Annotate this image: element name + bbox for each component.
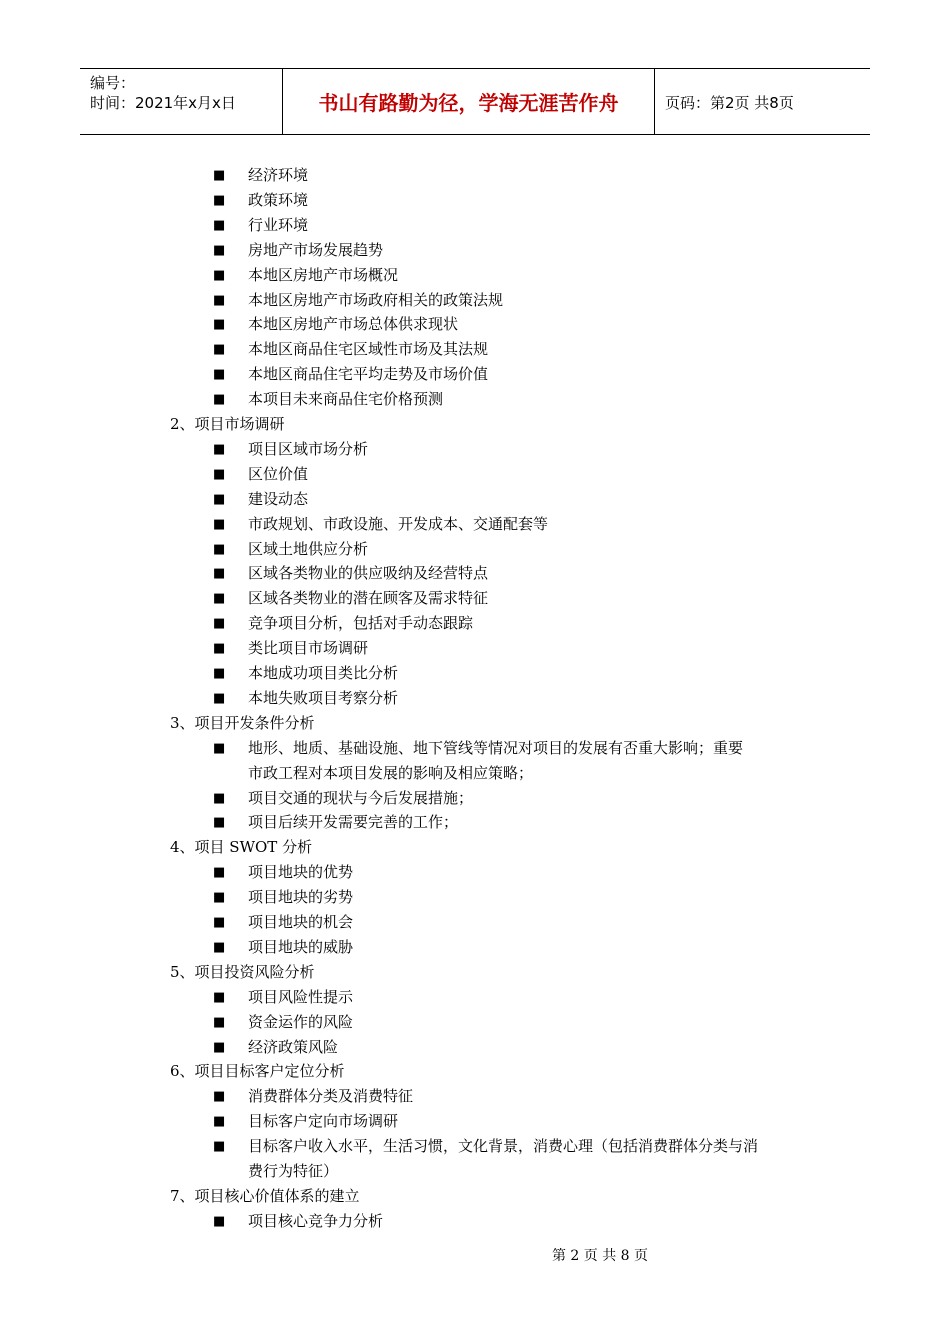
list-item: 建设动态 xyxy=(248,490,309,508)
list-item: 目标客户收入水平，生活习惯，文化背景，消费心理（包括消费群体分类与消 xyxy=(248,1137,759,1155)
list-item: 区域各类物业的潜在顾客及需求特征 xyxy=(248,589,489,607)
page-header xyxy=(80,68,870,135)
list-item: 本地区房地产市场政府相关的政策法规 xyxy=(248,291,504,309)
bullet-icon: ■ xyxy=(213,542,226,557)
section-heading: 4、项目 SWOT 分析 xyxy=(170,838,313,856)
list-item: 项目地块的优势 xyxy=(248,863,354,881)
section-heading: 5、项目投资风险分析 xyxy=(170,963,315,981)
bullet-icon: ■ xyxy=(213,1089,226,1104)
bullet-icon: ■ xyxy=(213,317,226,332)
bullet-icon: ■ xyxy=(213,492,226,507)
list-item: 市政规划、市政设施、开发成本、交通配套等 xyxy=(248,515,549,533)
bullet-icon: ■ xyxy=(213,591,226,606)
page-footer: 第 2 页 共 8 页 xyxy=(551,1248,649,1264)
list-item: 项目交通的现状与今后发展措施； xyxy=(248,789,474,807)
list-item: 项目区域市场分析 xyxy=(248,440,369,458)
list-item: 项目地块的劣势 xyxy=(248,888,354,906)
list-item: 经济环境 xyxy=(248,166,309,184)
bullet-icon: ■ xyxy=(213,1040,226,1055)
bullet-icon: ■ xyxy=(213,517,226,532)
bullet-icon: ■ xyxy=(213,467,226,482)
list-item: 地形、地质、基础设施、地下管线等情况对项目的发展有否重大影响；重要 xyxy=(248,739,744,757)
list-item: 费行为特征） xyxy=(248,1162,339,1180)
bullet-icon: ■ xyxy=(213,815,226,830)
list-item: 项目风险性提示 xyxy=(248,988,354,1006)
list-item: 竞争项目分析，包括对手动态跟踪 xyxy=(248,614,474,632)
bullet-icon: ■ xyxy=(213,865,226,880)
section-heading: 7、项目核心价值体系的建立 xyxy=(170,1187,360,1205)
bullet-icon: ■ xyxy=(213,1139,226,1154)
bullet-icon: ■ xyxy=(213,293,226,308)
bullet-icon: ■ xyxy=(213,442,226,457)
header-page-label: 页码：第2页 共8页 xyxy=(665,94,794,112)
list-item: 区位价值 xyxy=(248,465,309,483)
bullet-icon: ■ xyxy=(213,1214,226,1229)
bullet-icon: ■ xyxy=(213,168,226,183)
section-heading: 6、项目目标客户定位分析 xyxy=(170,1062,345,1080)
list-item: 消费群体分类及消费特征 xyxy=(248,1087,414,1105)
list-item: 项目核心竞争力分析 xyxy=(248,1212,384,1230)
bullet-icon: ■ xyxy=(213,990,226,1005)
bullet-icon: ■ xyxy=(213,243,226,258)
time-label: 时间：2021年x月x日 xyxy=(90,94,236,112)
list-item: 本地区商品住宅平均走势及市场价值 xyxy=(248,365,489,383)
bullet-icon: ■ xyxy=(213,268,226,283)
bullet-icon: ■ xyxy=(213,193,226,208)
bullet-icon: ■ xyxy=(213,666,226,681)
list-item: 行业环境 xyxy=(248,216,309,234)
list-item: 项目地块的威胁 xyxy=(248,938,354,956)
list-item: 政策环境 xyxy=(248,191,309,209)
section-heading: 3、项目开发条件分析 xyxy=(170,714,315,732)
bullet-icon: ■ xyxy=(213,566,226,581)
bullet-icon: ■ xyxy=(213,342,226,357)
list-item: 目标客户定向市场调研 xyxy=(248,1112,399,1130)
number-label: 编号： xyxy=(90,74,136,92)
list-item: 本地区房地产市场总体供求现状 xyxy=(248,315,459,333)
bullet-icon: ■ xyxy=(213,392,226,407)
list-item: 经济政策风险 xyxy=(248,1038,339,1056)
bullet-icon: ■ xyxy=(213,218,226,233)
bullet-icon: ■ xyxy=(213,741,226,756)
list-item: 本地成功项目类比分析 xyxy=(248,664,399,682)
list-item: 房地产市场发展趋势 xyxy=(248,241,384,259)
list-item: 项目地块的机会 xyxy=(248,913,354,931)
bullet-icon: ■ xyxy=(213,616,226,631)
bullet-icon: ■ xyxy=(213,367,226,382)
bullet-icon: ■ xyxy=(213,1114,226,1129)
bullet-icon: ■ xyxy=(213,641,226,656)
bullet-icon: ■ xyxy=(213,890,226,905)
list-item: 本项目未来商品住宅价格预测 xyxy=(248,390,444,408)
bullet-icon: ■ xyxy=(213,691,226,706)
header-motto: 书山有路勤为径，学海无涯苦作舟 xyxy=(283,69,655,134)
list-item: 区域各类物业的供应吸纳及经营特点 xyxy=(248,564,489,582)
bullet-icon: ■ xyxy=(213,791,226,806)
list-item: 本地失败项目考察分析 xyxy=(248,689,399,707)
list-item: 类比项目市场调研 xyxy=(248,639,369,657)
list-item: 项目后续开发需要完善的工作； xyxy=(248,813,459,831)
bullet-icon: ■ xyxy=(213,915,226,930)
list-item: 市政工程对本项目发展的影响及相应策略； xyxy=(248,764,534,782)
list-item: 本地区房地产市场概况 xyxy=(248,266,399,284)
header-meta xyxy=(80,69,283,134)
bullet-icon: ■ xyxy=(213,940,226,955)
list-item: 本地区商品住宅区域性市场及其法规 xyxy=(248,340,489,358)
list-item: 资金运作的风险 xyxy=(248,1013,354,1031)
section-heading: 2、项目市场调研 xyxy=(170,415,285,433)
bullet-icon: ■ xyxy=(213,1015,226,1030)
list-item: 区域土地供应分析 xyxy=(248,540,369,558)
